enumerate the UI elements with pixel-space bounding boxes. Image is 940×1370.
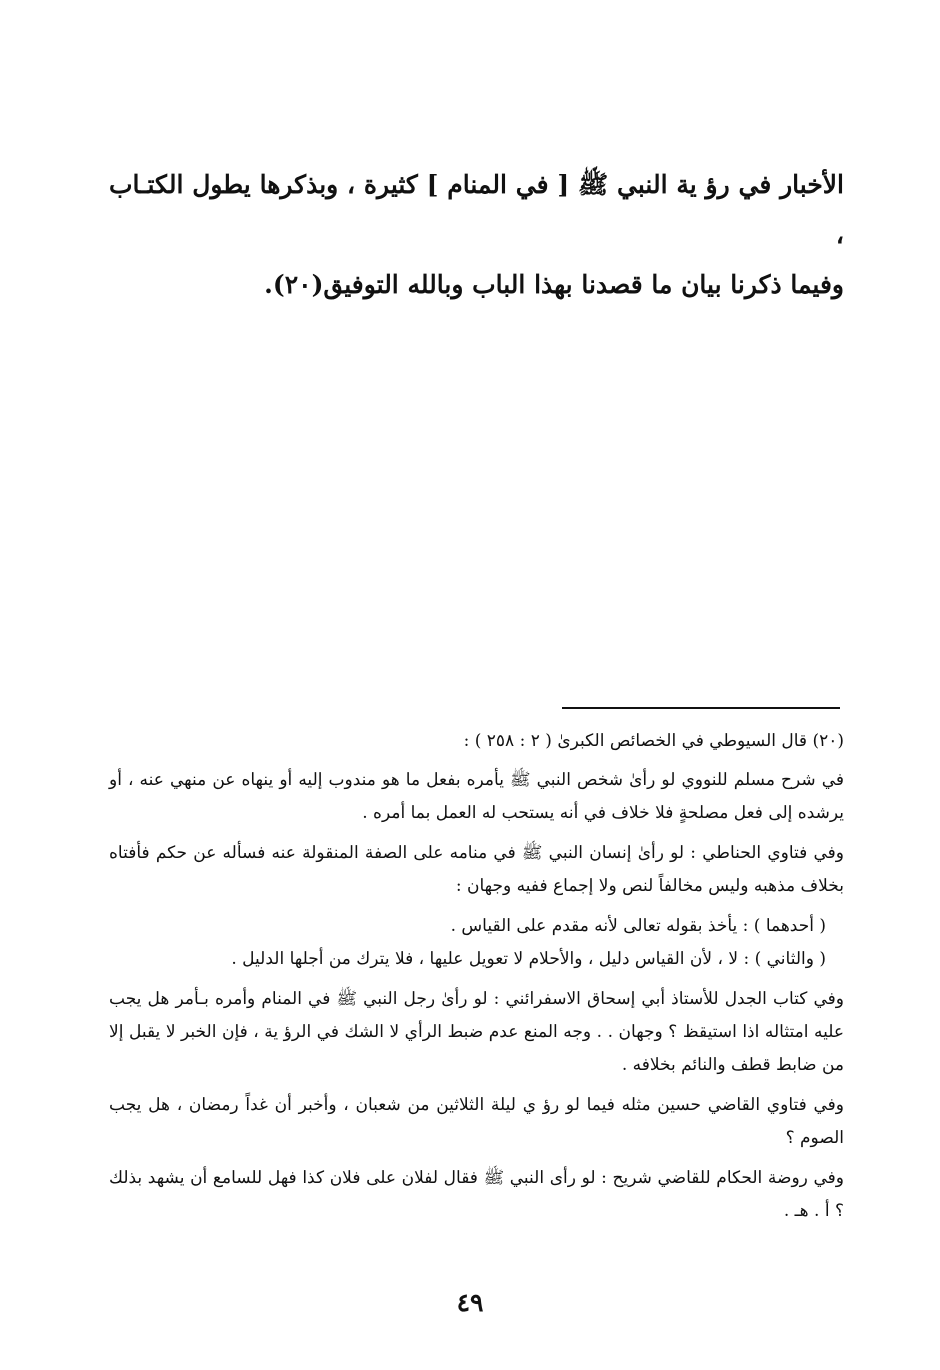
- main-text-block: [109, 160, 844, 310]
- footnote-paragraph-nawawi: في شرح مسلم للنووي لو رأىٰ شخص النبي ﷺ يأمره بفعل ما هو مندوب إليه أو ينهاه عن منهي عنه ، أو يرشده إلى فعل مصلحةٍ فلا خلاف في أنه يستحب له العمل بما أمره .: [109, 770, 844, 823]
- footnote-paragraph-second-view: ( والثاني ) : لا ، لأن القياس دليل ، والأحلام لا تعويل عليها ، فلا يترك من أجلها الدليل .: [231, 949, 826, 969]
- footnote-paragraph-shurayh: وفي روضة الحكام للقاضي شريح : لو رأى النبي ﷺ فقال لفلان على فلان كذا فهل للسامع أن يشهد بذلك ؟ أ . هـ .: [109, 1168, 844, 1221]
- main-text-line-2: وفيما ذكرنا بيان ما قصدنا بهذا الباب وبالله التوفيق(٢٠).: [264, 270, 844, 299]
- main-text-line-1: الأخبار في رؤ ية النبي ﷺ [ في المنام ] كثيرة ، وبذكرها يطول الكتـاب ،: [109, 170, 844, 249]
- footnote-paragraph-first-view: ( أحدهما ) : يأخذ بقوله تعالى لأنه مقدم على القياس .: [450, 916, 826, 936]
- footnotes-block: [109, 725, 844, 1235]
- footnote-paragraph-hannati: وفي فتاوي الحناطي : لو رأىٰ إنسان النبي ﷺ في منامه على الصفة المنقولة عنه فسأله عن حكم فأفتاه بخلاف مذهبه وليس مخالفاً لنص ولا إجماع ففيه وجهان :: [109, 843, 844, 896]
- footnote-divider: [562, 707, 840, 709]
- page-number: ٤٩: [456, 1288, 484, 1317]
- footnote-paragraph-qadi-husayn: وفي فتاوي القاضي حسين مثله فيما لو رؤ ي ليلة الثلاثين من شعبان ، وأخبر أن غداً رمضان ، هل يجب الصوم ؟: [109, 1095, 844, 1148]
- footnote-paragraph-isfaraini: وفي كتاب الجدل للأستاذ أبي إسحاق الاسفرائني : لو رأىٰ رجل النبي ﷺ في المنام وأمره بـأمر هل يجب عليه امتثاله اذا استيقظ ؟ وجهان . . وجه المنع عدم ضبط الرأي لا الشك في الرؤ ية ، فإن الخبر لا يقبل إلا من ضابط قطف والنائم بخلافه .: [109, 989, 844, 1075]
- footnote-heading: (٢٠) قال السيوطي في الخصائص الكبرىٰ ( ٢ : ٢٥٨ ) :: [463, 731, 844, 751]
